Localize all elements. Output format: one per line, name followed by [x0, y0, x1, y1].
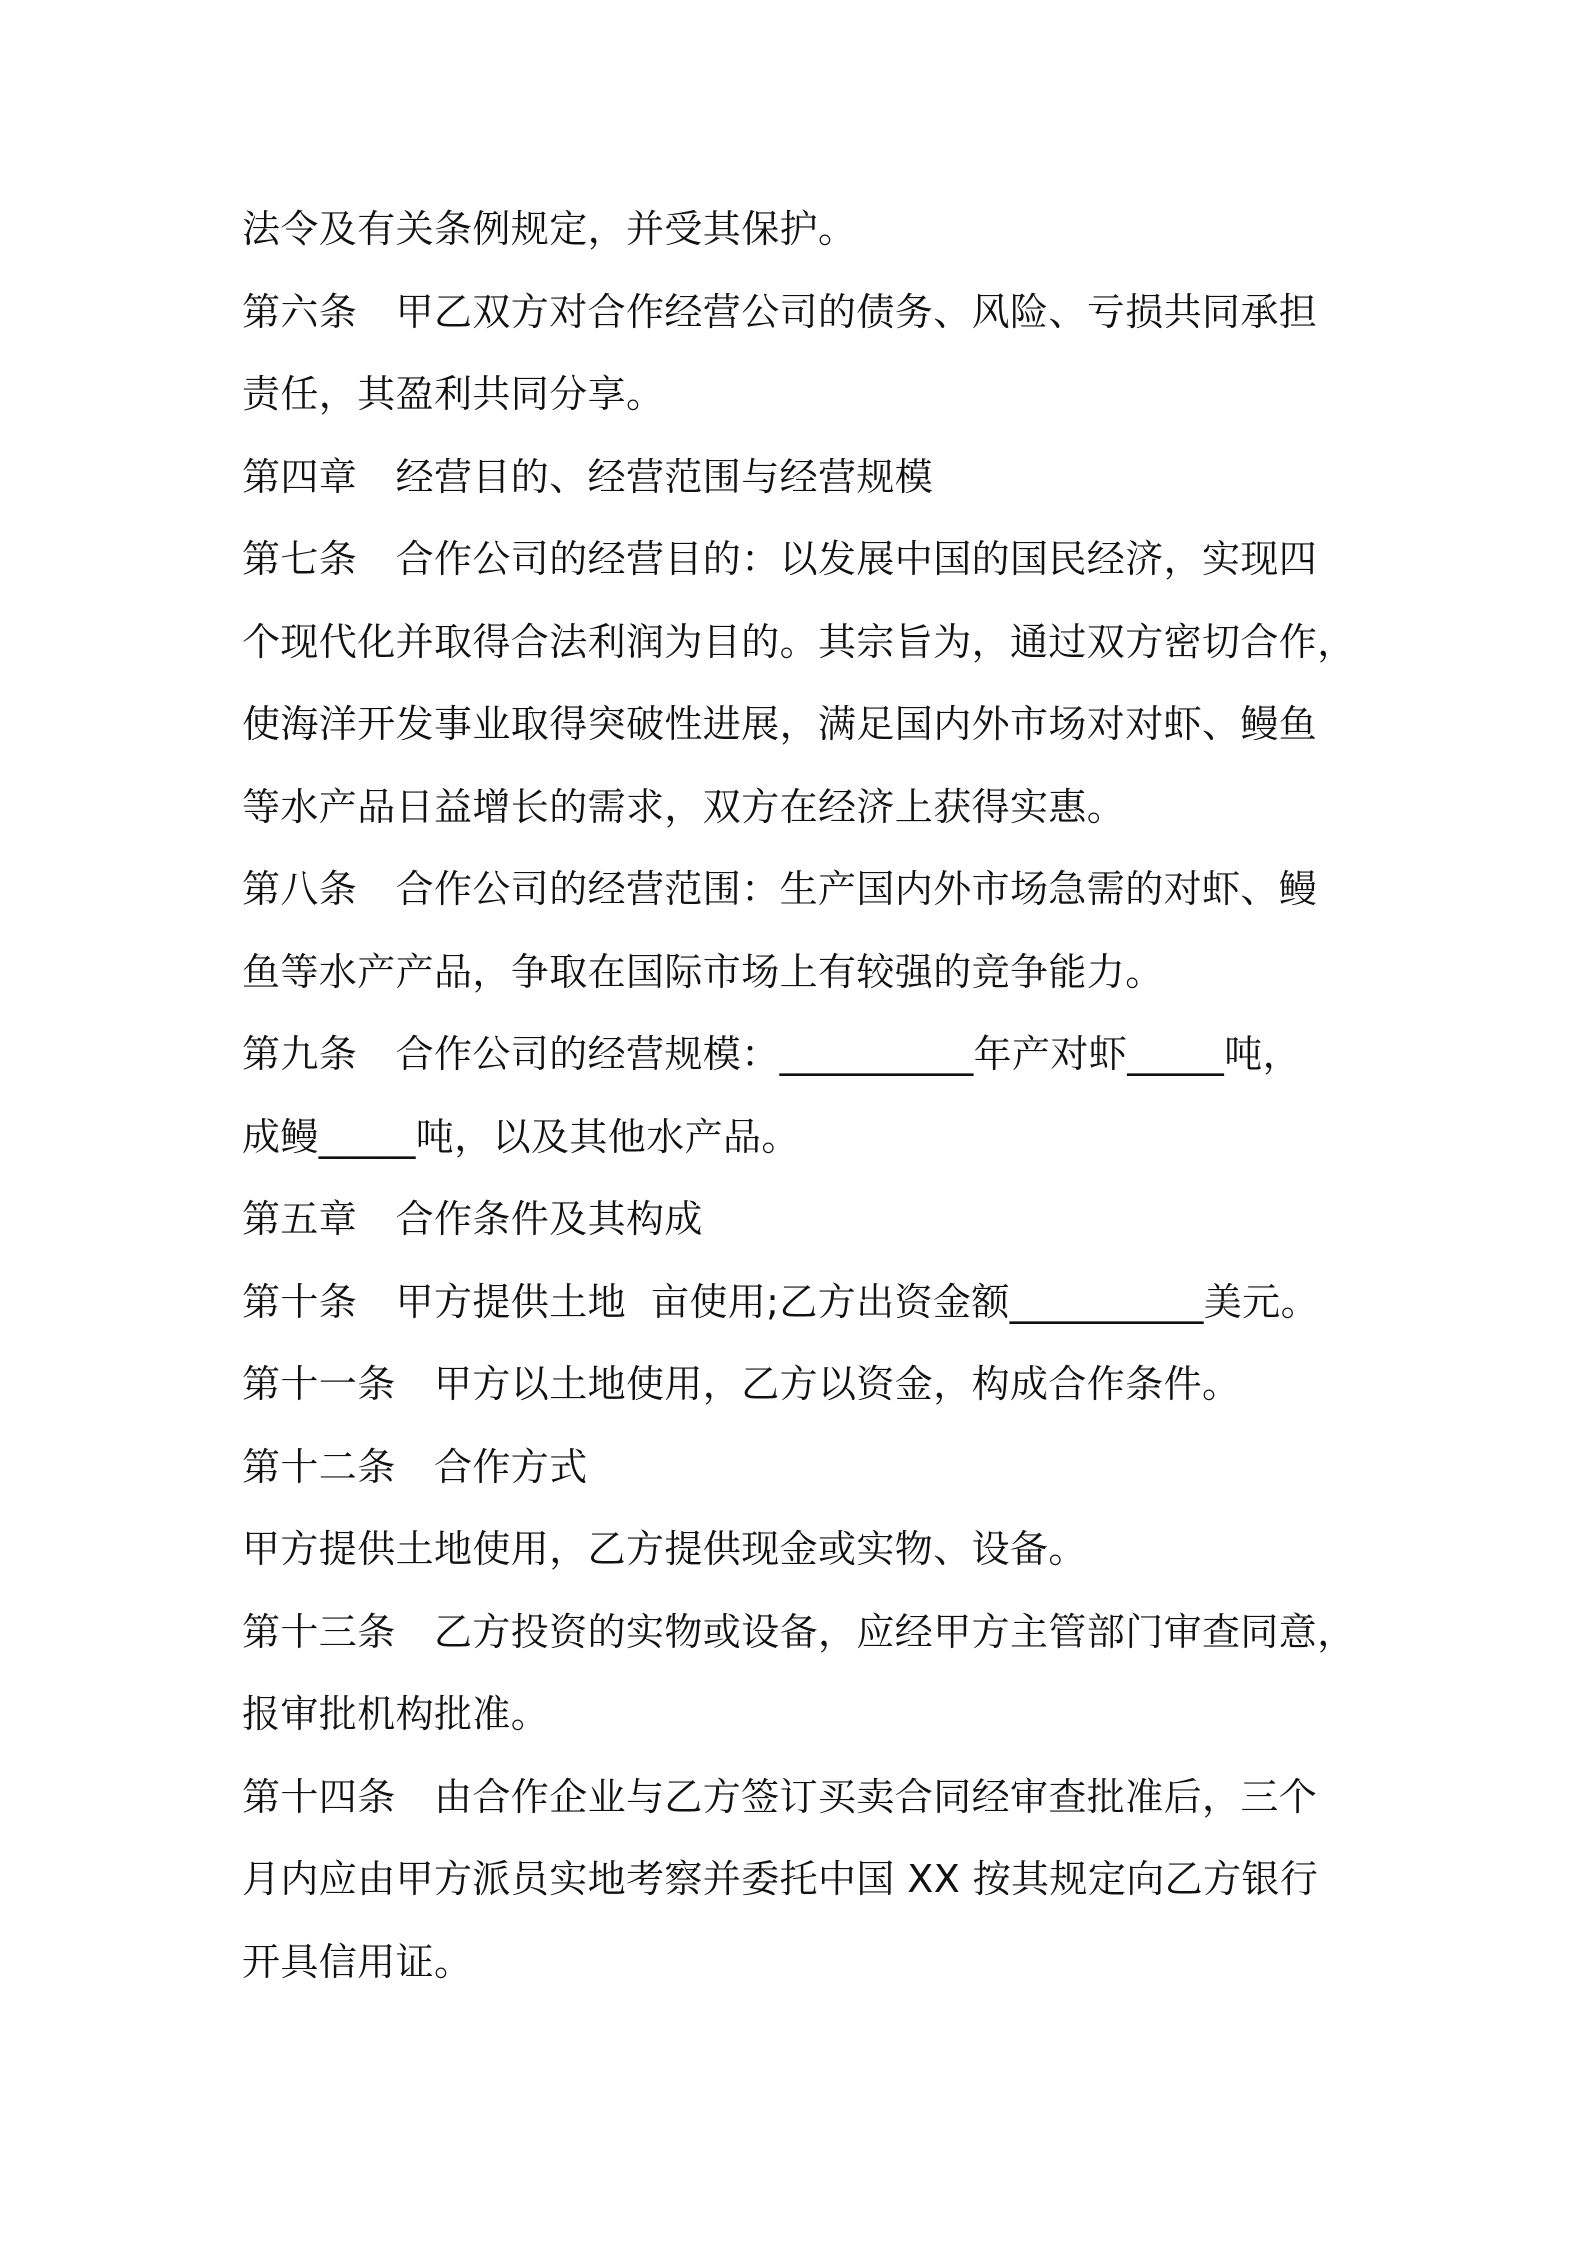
text-line-7: 使海洋开发事业取得突破性进展，满足国内外市场对对虾、鳗鱼: [242, 702, 1318, 746]
text-line-8: 等水产品日益增长的需求，双方在经济上获得实惠。: [242, 784, 1126, 829]
text-line-14: 第十条 甲方提供土地 亩使用;乙方出资金额__________美元。: [242, 1279, 1319, 1324]
chapter-four-heading: 第四章 经营目的、经营范围与经营规模: [242, 454, 934, 499]
chapter-five-heading: 第五章 合作条件及其构成: [242, 1197, 703, 1241]
text-line-16: 第十二条 合作方式: [242, 1444, 588, 1489]
text-line-18: 第十三条 乙方投资的实物或设备，应经甲方主管部门审查同意，: [242, 1609, 1356, 1654]
text-line-22: 开具信用证。: [242, 1939, 473, 1984]
text-line-21: 月内应由甲方派员实地考察并委托中国 XX 按其规定向乙方银行: [242, 1857, 1319, 1901]
text-line-19: 报审批机构批准。: [242, 1692, 550, 1736]
contract-text: [242, 188, 1362, 2003]
text-line-1: 法令及有关条例规定，并受其保护。: [242, 207, 857, 251]
text-line-15: 第十一条 甲方以土地使用，乙方以资金，构成合作条件。: [242, 1362, 1241, 1406]
text-line-17: 甲方提供土地使用，乙方提供现金或实物、设备。: [242, 1527, 1087, 1571]
text-line-10: 鱼等水产产品，争取在国际市场上有较强的竞争能力。: [242, 949, 1164, 994]
text-line-5: 第七条 合作公司的经营目的：以发展中国的国民经济，实现四: [242, 537, 1318, 581]
text-line-12: 成鳗_____吨，以及其他水产品。: [242, 1114, 800, 1159]
text-line-11: 第九条 合作公司的经营规模：__________年产对虾_____吨，: [242, 1032, 1302, 1076]
text-line-9: 第八条 合作公司的经营范围：生产国内外市场急需的对虾、鳗: [242, 867, 1318, 911]
text-line-2: 第六条 甲乙双方对合作经营公司的债务、风险、亏损共同承担: [242, 289, 1318, 334]
text-line-3: 责任，其盈利共同分享。: [242, 372, 665, 416]
text-line-20: 第十四条 由合作企业与乙方签订买卖合同经审查批准后，三个: [242, 1774, 1318, 1819]
text-line-6: 个现代化并取得合法利润为目的。其宗旨为，通过双方密切合作，: [242, 619, 1356, 664]
